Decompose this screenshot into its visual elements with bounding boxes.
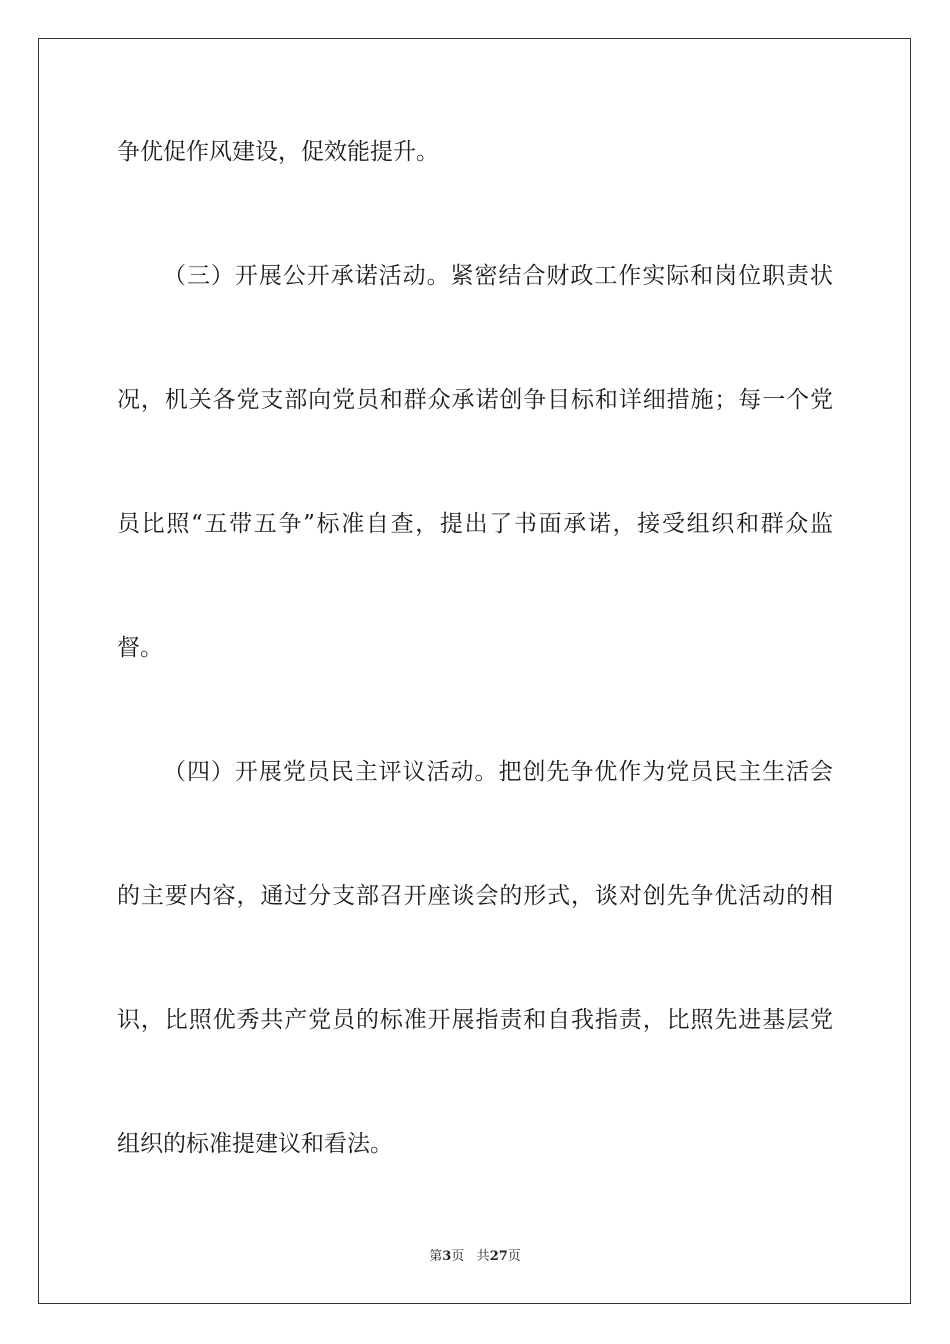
text-line-3: 况，机关各党支部向党员和群众承诺创争目标和详细措施；每一个党: [117, 387, 833, 413]
text-line-5: 督。: [117, 635, 163, 661]
page-footer: [0, 1248, 950, 1266]
total-prefix: 共: [476, 1249, 490, 1264]
page-number: 3: [442, 1249, 452, 1264]
text-line-2-paragraph-3-start: （三）开展公开承诺活动。紧密结合财政工作实际和岗位职责状: [163, 263, 833, 289]
page-border: [38, 38, 911, 1304]
text-line-6-paragraph-4-start: （四）开展党员民主评议活动。把创先争优作为党员民主生活会: [163, 759, 833, 785]
text-line-9: 组织的标准提建议和看法。: [117, 1131, 393, 1157]
text-line-1: 争优促作风建设，促效能提升。: [117, 139, 439, 165]
total-suffix: 页: [507, 1249, 521, 1264]
text-line-7: 的主要内容，通过分支部召开座谈会的形式，谈对创先争优活动的相: [117, 883, 833, 909]
total-pages: 27: [489, 1249, 508, 1264]
text-line-8: 识，比照优秀共产党员的标准开展指责和自我指责，比照先进基层党: [117, 1007, 833, 1033]
text-line-4: 员比照“五带五争”标准自查，提出了书面承诺，接受组织和群众监: [117, 511, 833, 537]
page-suffix: 页: [451, 1249, 465, 1264]
page-prefix: 第: [429, 1249, 443, 1264]
